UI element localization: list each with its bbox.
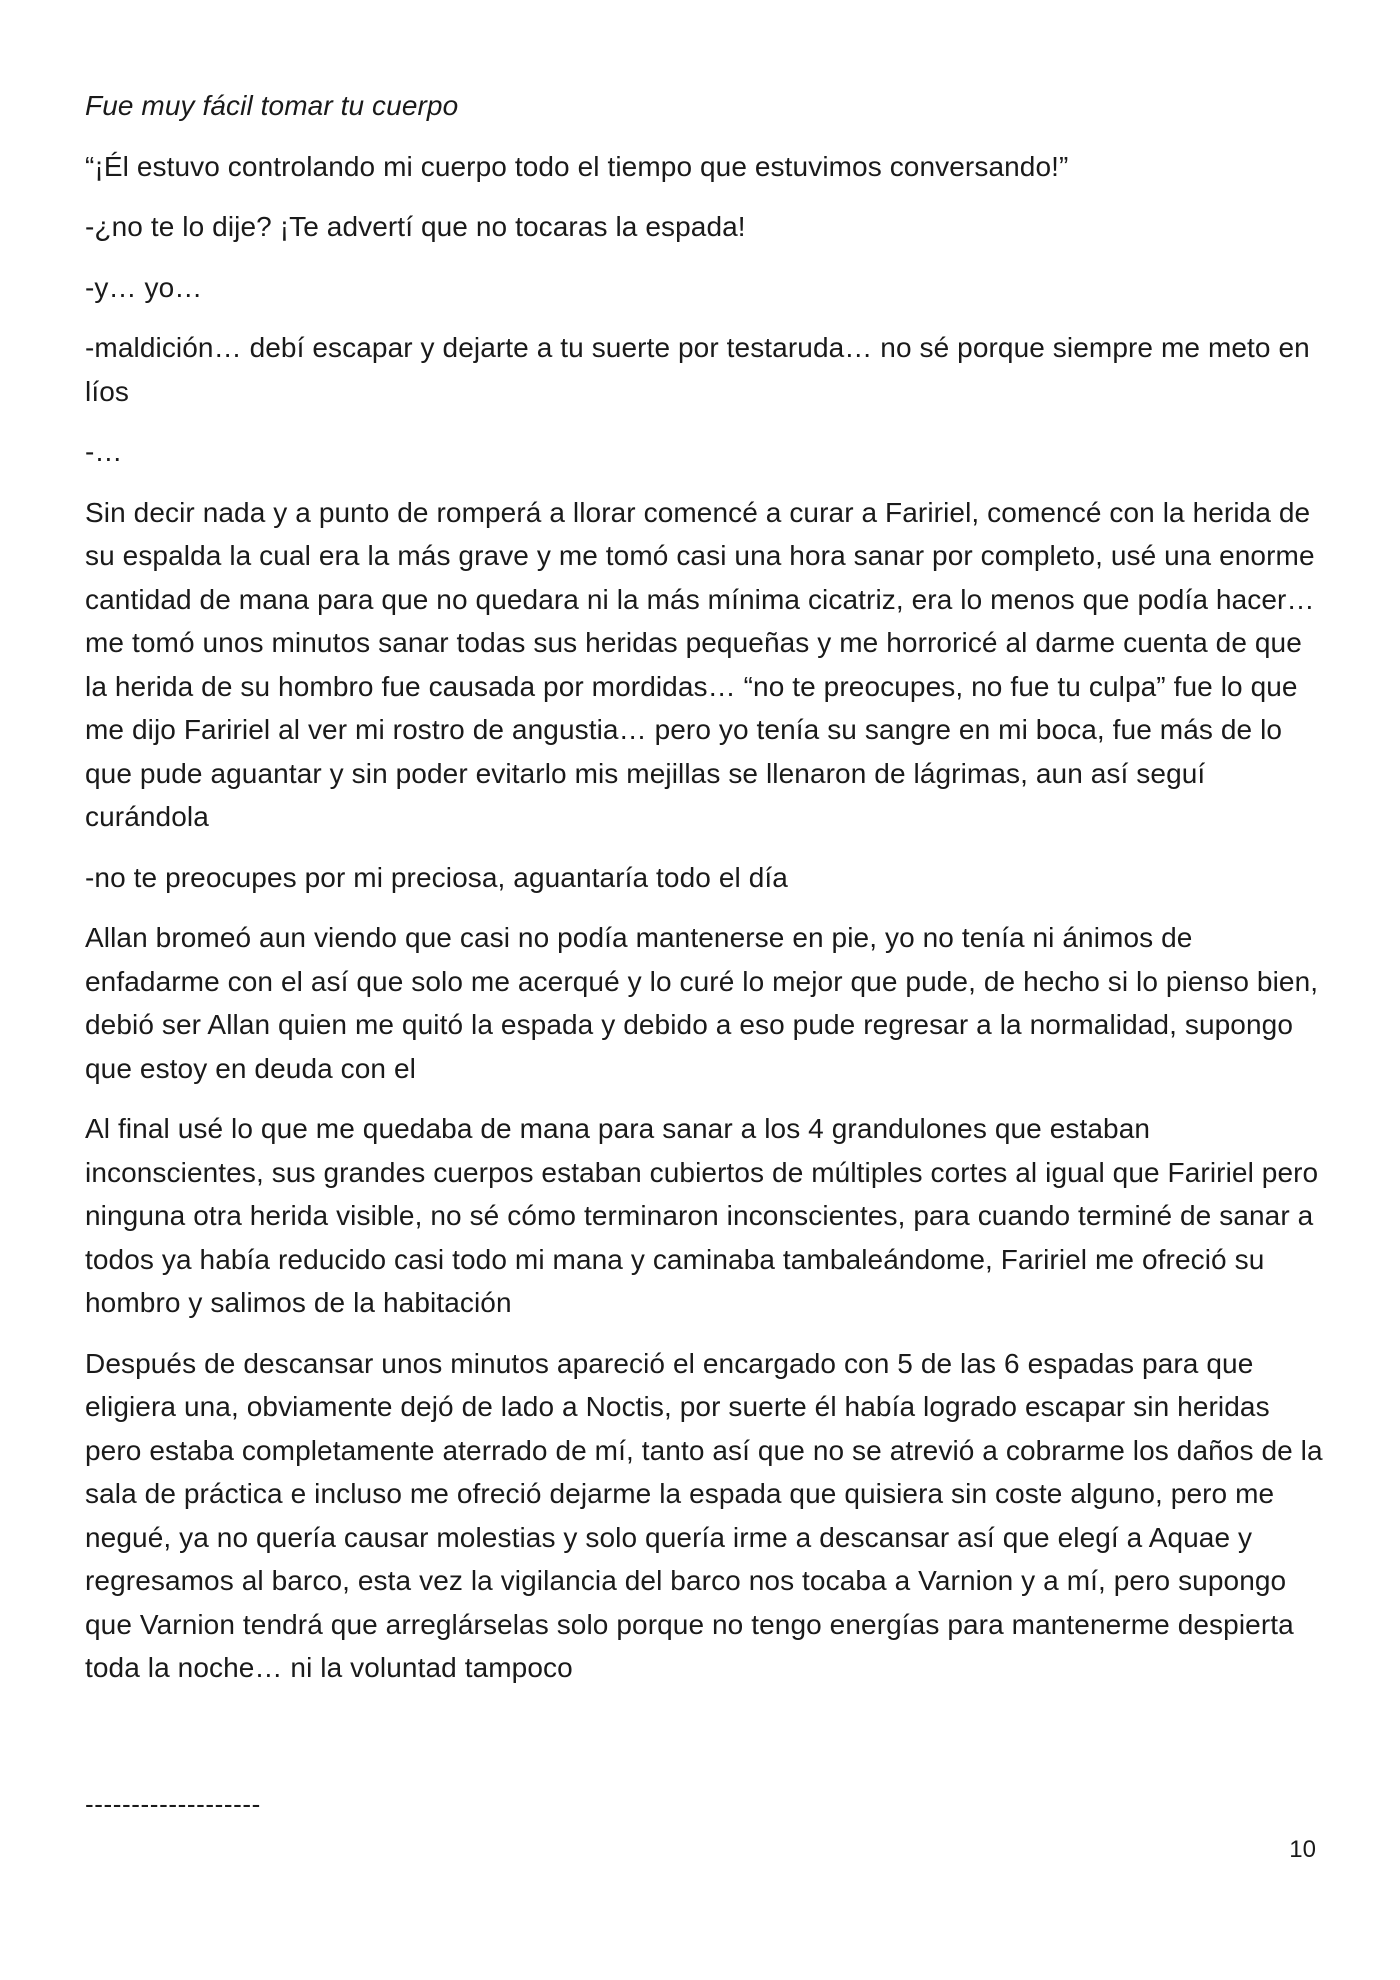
section-heading: Fue muy fácil tomar tu cuerpo	[85, 90, 459, 121]
paragraph-dialogue: -y… yo…	[85, 271, 203, 303]
paragraph-narration: Allan bromeó aun viendo que casi no podía mantenerse en pie, yo no tenía ni ánimos de enfadarme con el así que solo me acerqué y lo curé lo mejor que pude, de hecho si lo pienso bien, debió ser Allan quien me quitó la espada y debido a eso pude regresar a la normalidad, supongo que estoy en deuda con el	[85, 922, 1319, 1084]
paragraph-dialogue: -…	[85, 436, 123, 467]
paragraph-narration: Al final usé lo que me quedaba de mana para sanar a los 4 grandulones que estaban inconscientes, sus grandes cuerpos estaban cubiertos de múltiples cortes al igual que Faririel pero ninguna otra herida visible, no sé cómo terminaron inconscientes, para cuando terminé de sanar a todos ya había reducido casi todo mi mana y caminaba tambaleándome, Faririel me ofreció su hombro y salimos de la habitación	[85, 1113, 1319, 1318]
page-number: 10	[1289, 1836, 1316, 1863]
paragraph-narration: Sin decir nada y a punto de romperá a llorar comencé a curar a Faririel, comencé con la herida de su espalda la cual era la más grave y me tomó casi una hora sanar por completo, usé una enorme cantidad de mana para que no quedara ni la más mínima cicatriz, era lo menos que podía hacer… me tomó unos minutos sanar todas sus heridas pequeñas y me horroricé al darme cuenta de que la herida de su hombro fue causada por mordidas… “no te preocupes, no fue tu culpa” fue lo que me dijo Faririel al ver mi rostro de angustia… pero yo tenía su sangre en mi boca, fue más de lo que pude aguantar y sin poder evitarlo mis mejillas se llenaron de lágrimas, aun así seguí curándola	[85, 496, 1315, 832]
paragraph-dialogue: -no te preocupes por mi preciosa, aguantaría todo el día	[85, 861, 788, 893]
paragraph-dialogue: -maldición… debí escapar y dejarte a tu suerte por testaruda… no sé porque siempre me meto en líos	[85, 332, 1310, 407]
paragraph-narration: Después de descansar unos minutos apareció el encargado con 5 de las 6 espadas para que eligiera una, obviamente dejó de lado a Noctis, por suerte él había logrado escapar sin heridas pero estaba completamente aterrado de mí, tanto así que no se atrevió a cobrarme los daños de la sala de práctica e incluso me ofreció dejarme la espada que quisiera sin coste alguno, pero me negué, ya no quería causar molestias y solo quería irme a descansar así que elegí a Aquae y regresamos al barco, esta vez la vigilancia del barco nos tocaba a Varnion y a mí, pero supongo que Varnion tendrá que arreglárselas solo porque no tengo energías para mantenerme despierta toda la noche… ni la voluntad tampoco	[85, 1347, 1323, 1683]
footnote-separator: -------------------	[85, 1789, 261, 1819]
paragraph-quote: “¡Él estuvo controlando mi cuerpo todo el tiempo que estuvimos conversando!”	[85, 150, 1069, 182]
paragraph-dialogue: -¿no te lo dije? ¡Te advertí que no tocaras la espada!	[85, 211, 746, 242]
document-body	[85, 84, 1325, 1707]
